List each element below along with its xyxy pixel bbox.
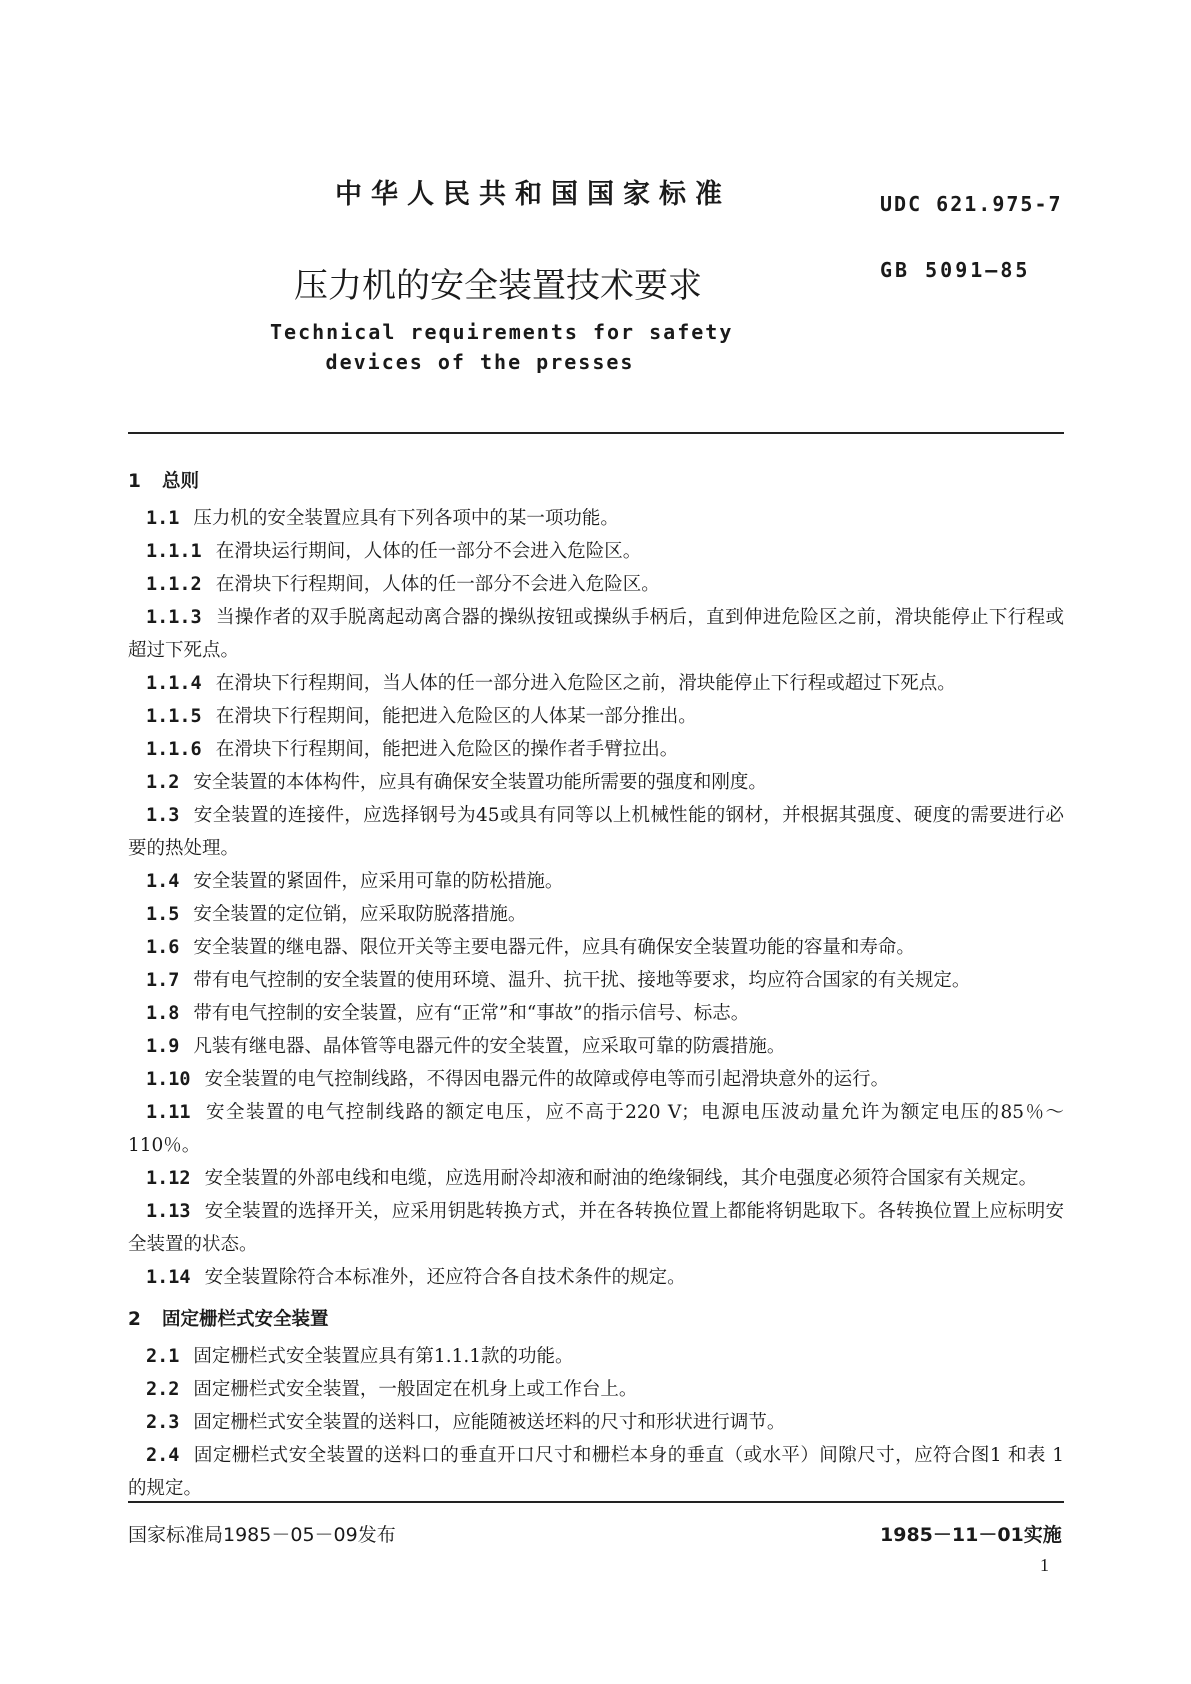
document-body	[128, 462, 1064, 1505]
clause-text: 带有电气控制的安全装置的使用环境、温升、抗干扰、接地等要求，均应符合国家的有关规定。	[193, 970, 971, 991]
clause-text: 安全装置除符合本标准外，还应符合各自技术条件的规定。	[204, 1267, 686, 1288]
clause	[128, 1096, 1064, 1162]
clause	[128, 1406, 1064, 1439]
clause	[128, 997, 1064, 1030]
clause-text: 在滑块下行程期间，能把进入危险区的人体某一部分推出。	[215, 706, 697, 727]
clause-text: 安全装置的外部电线和电缆，应选用耐冷却液和耐油的绝缘铜线，其介电强度必须符合国家有关规定。	[204, 1168, 1038, 1189]
clause-number: 1.3	[146, 805, 180, 826]
clause	[128, 568, 1064, 601]
clause	[128, 1373, 1064, 1406]
clause-number: 1.13	[146, 1201, 191, 1222]
issue-date: 国家标准局1985－05－09发布	[128, 1524, 396, 1546]
clause-text: 在滑块下行程期间，人体的任一部分不会进入危险区。	[215, 574, 660, 595]
clause-text: 安全装置的本体构件，应具有确保安全装置功能所需要的强度和刚度。	[193, 772, 767, 793]
clause-text: 安全装置的紧固件，应采用可靠的防松措施。	[193, 871, 564, 892]
clause-number: 1.14	[146, 1267, 191, 1288]
clause-number: 2.1	[146, 1346, 180, 1367]
clause-text: 凡装有继电器、晶体管等电器元件的安全装置，应采取可靠的防震措施。	[193, 1036, 786, 1057]
clause-text: 安全装置的选择开关，应采用钥匙转换方式，并在各转换位置上都能将钥匙取下。各转换位置上应标明安全装置的状态。	[128, 1201, 1064, 1255]
page-number: 1	[1040, 1555, 1049, 1575]
clause	[128, 865, 1064, 898]
clause-number: 2.3	[146, 1412, 180, 1433]
clause-text: 固定栅栏式安全装置，一般固定在机身上或工作台上。	[193, 1379, 638, 1400]
clause-text: 安全装置的连接件，应选择钢号为45或具有同等以上机械性能的钢材，并根据其强度、硬度的需要进行必要的热处理。	[128, 805, 1064, 859]
clause	[128, 931, 1064, 964]
clause-number: 1.9	[146, 1036, 180, 1057]
clause	[128, 799, 1064, 865]
clause-number: 1.11	[146, 1102, 191, 1123]
bottom-divider	[128, 1501, 1064, 1503]
clause-number: 2.4	[146, 1445, 180, 1466]
clause	[128, 1261, 1064, 1294]
clause	[128, 733, 1064, 766]
clause-number: 1.7	[146, 970, 180, 991]
clause-text: 安全装置的继电器、限位开关等主要电器元件，应具有确保安全装置功能的容量和寿命。	[193, 937, 915, 958]
clause-text: 安全装置的电气控制线路，不得因电器元件的故障或停电等而引起滑块意外的运行。	[204, 1069, 890, 1090]
clause-number: 1.4	[146, 871, 180, 892]
national-standard-heading: 中华人民共和国国家标准	[335, 179, 731, 210]
clause	[128, 502, 1064, 535]
clause-text: 固定栅栏式安全装置的送料口的垂直开口尺寸和栅栏本身的垂直（或水平）间隙尺寸，应符合图1 和表 1 的规定。	[128, 1445, 1064, 1499]
clause	[128, 667, 1064, 700]
clause-number: 1.6	[146, 937, 180, 958]
english-title-line-1: Technical requirements for safety	[270, 320, 734, 344]
clause-number: 1.2	[146, 772, 180, 793]
section-number: 2	[128, 1309, 141, 1330]
clause-number: 1.1.2	[146, 574, 202, 595]
clause-text: 固定栅栏式安全装置的送料口，应能随被送坯料的尺寸和形状进行调节。	[193, 1412, 786, 1433]
english-title-line-2: devices of the presses	[325, 350, 635, 374]
clause-text: 固定栅栏式安全装置应具有第1.1.1款的功能。	[193, 1346, 574, 1367]
udc-code: UDC 621.975-7	[880, 192, 1063, 216]
clause-number: 1.1.6	[146, 739, 202, 760]
clause-number: 2.2	[146, 1379, 180, 1400]
clause-text: 在滑块下行程期间，能把进入危险区的操作者手臂拉出。	[215, 739, 679, 760]
clause-text: 安全装置的定位销，应采取防脱落措施。	[193, 904, 527, 925]
clause-number: 1.12	[146, 1168, 191, 1189]
clause-text: 在滑块运行期间，人体的任一部分不会进入危险区。	[215, 541, 642, 562]
clause	[128, 1439, 1064, 1505]
clause-number: 1.8	[146, 1003, 180, 1024]
clause-text: 带有电气控制的安全装置，应有“正常”和“事故”的指示信号、标志。	[193, 1003, 750, 1024]
clause-text: 在滑块下行程期间，当人体的任一部分进入危险区之前，滑块能停止下行程或超过下死点。	[215, 673, 956, 694]
clause-number: 1.10	[146, 1069, 191, 1090]
clause	[128, 1195, 1064, 1261]
clause	[128, 1063, 1064, 1096]
section-title: 固定栅栏式安全装置	[162, 1309, 329, 1330]
clause-number: 1.1.4	[146, 673, 202, 694]
clause-text: 压力机的安全装置应具有下列各项中的某一项功能。	[193, 508, 619, 529]
clause-number: 1.5	[146, 904, 180, 925]
clause-number: 1.1.5	[146, 706, 202, 727]
top-divider	[128, 432, 1064, 434]
section-number: 1	[128, 471, 141, 492]
clause	[128, 898, 1064, 931]
clause	[128, 601, 1064, 667]
section-heading	[128, 462, 1064, 502]
gb-code: GB 5091—85	[880, 258, 1031, 282]
clause	[128, 535, 1064, 568]
clause	[128, 1030, 1064, 1063]
clause	[128, 700, 1064, 733]
document-title: 压力机的安全装置技术要求	[294, 266, 702, 306]
clause	[128, 766, 1064, 799]
section-title: 总则	[162, 471, 200, 492]
clause-text: 安全装置的电气控制线路的额定电压，应不高于220 V；电源电压波动量允许为额定电压的85％～110％。	[128, 1102, 1064, 1156]
section-heading	[128, 1300, 1064, 1340]
clause-number: 1.1	[146, 508, 180, 529]
clause-number: 1.1.3	[146, 607, 202, 628]
clause-text: 当操作者的双手脱离起动离合器的操纵按钮或操纵手柄后，直到伸进危险区之前，滑块能停止下行程或超过下死点。	[128, 607, 1064, 661]
clause	[128, 1162, 1064, 1195]
clause-number: 1.1.1	[146, 541, 202, 562]
effective-date: 1985－11－01实施	[880, 1524, 1062, 1546]
clause	[128, 1340, 1064, 1373]
clause	[128, 964, 1064, 997]
